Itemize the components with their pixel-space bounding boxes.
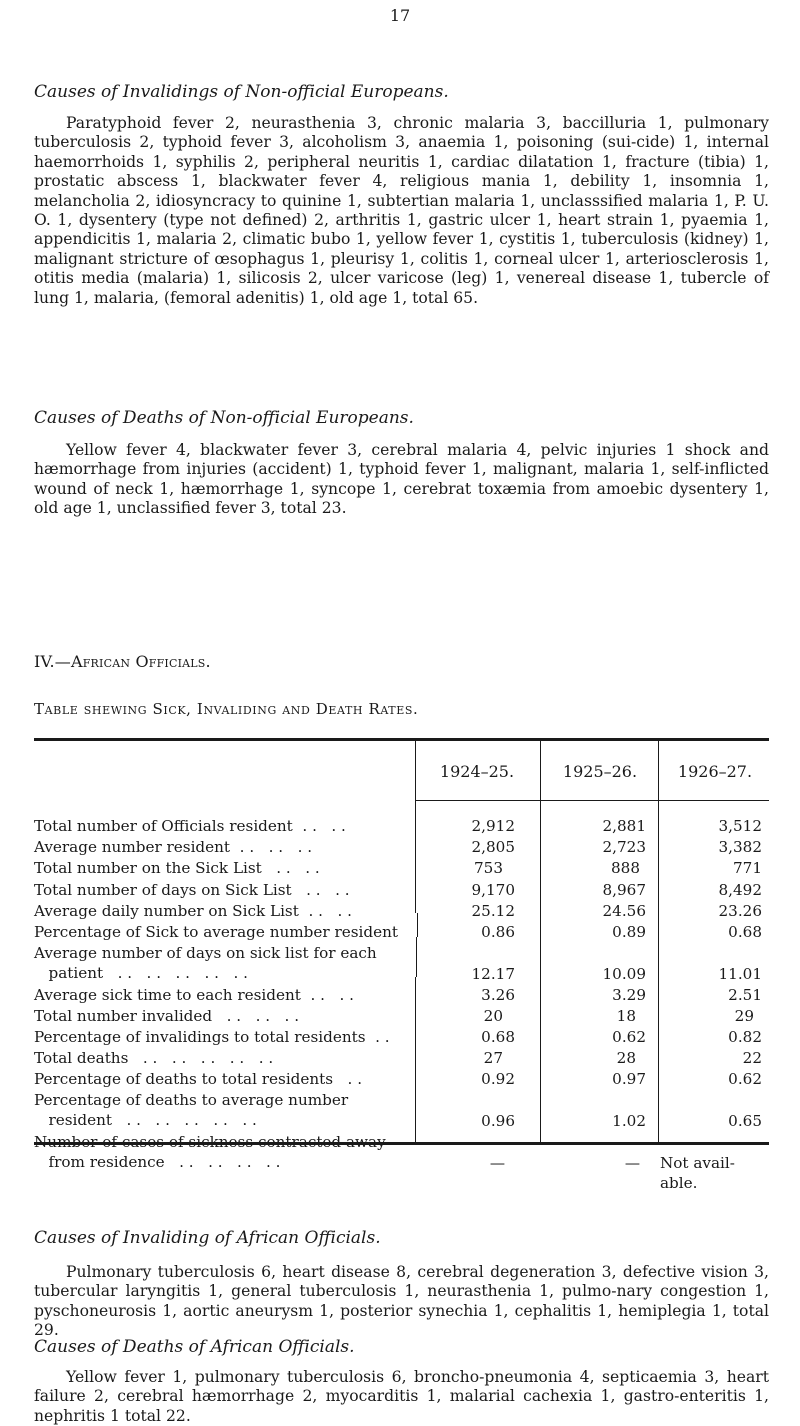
table-cell: 20 [483, 1007, 503, 1025]
part-heading: IV.—African Officials. [34, 652, 211, 671]
column-header-1925-26: 1925–26. [562, 762, 638, 781]
table-cell: 3.29 [612, 986, 646, 1004]
table-cell: 0.97 [612, 1070, 646, 1088]
table-header-divider-2 [540, 741, 541, 801]
table-cell: 0.86 [481, 923, 515, 941]
table-cell: 2,912 [471, 817, 515, 835]
deaths-europeans-text: Yellow fever 4, blackwater fever 3, cerebral malaria 4, pelvic injuries 1 shock and hæmorrhage from injuries (accident) 1, typhoid fever 1, malignant, malaria 1, self-inflicted wound of neck 1, hæmorrhage 1, syncope 1, cerebrat toxæmia from amoebic dysentery 1, old age 1, unclassified fever 3, total 23. [34, 441, 769, 518]
table-cell: 25.12 [471, 902, 515, 920]
deaths-african-text: Yellow fever 1, pulmonary tuberculosis 6, broncho-pneumonia 4, septicaemia 3, heart failure 2, cerebral hæmorrhage 2, myocarditis 1, malarial cachexia 1, gastro-enteritis 1, nephritis 1 total 22. [34, 1368, 769, 1425]
table-cell: 8,492 [718, 881, 762, 899]
table-cell: 3,512 [718, 817, 762, 835]
table-cell: 771 [733, 859, 762, 877]
table-body-divider-1c [416, 937, 417, 977]
table-cell: 3.26 [481, 986, 515, 1004]
table-body-divider-1b [417, 913, 418, 937]
table-cell: 29 [734, 1007, 754, 1025]
table-cell: 10.09 [602, 965, 646, 983]
row-label: Percentage of Sick to average number resident [34, 923, 398, 941]
table-cell: 18 [616, 1007, 636, 1025]
table-header-rule [416, 800, 769, 801]
table-cell: 22 [742, 1049, 762, 1067]
table-cell: Not avail- able. [660, 1154, 735, 1192]
table-body-divider-3 [658, 801, 659, 1142]
table-cell: 2.51 [728, 986, 762, 1004]
row-label: Total deaths . . . . . . . . . . [34, 1049, 274, 1067]
table-cell: 28 [616, 1049, 636, 1067]
table-cell: 8,967 [602, 881, 646, 899]
table-cell: 1.02 [612, 1112, 646, 1130]
row-label: Percentage of deaths to total residents . . [34, 1070, 363, 1088]
invalidings-europeans-heading: Causes of Invalidings of Non-official Europeans. [34, 82, 449, 102]
column-header-1926-27: 1926–27. [677, 762, 753, 781]
row-label: Percentage of deaths to average number resident . . . . . . . . . . [34, 1091, 349, 1129]
table-cell: 9,170 [471, 881, 515, 899]
table-cell: 0.92 [481, 1070, 515, 1088]
table-cell: — [624, 1154, 640, 1172]
row-label: Average daily number on Sick List . . . . [34, 902, 352, 920]
deaths-african-heading: Causes of Deaths of African Officials. [34, 1337, 355, 1357]
table-cell: — [489, 1154, 505, 1172]
table-cell: 11.01 [718, 965, 762, 983]
row-label: Average sick time to each resident . . . . [34, 986, 354, 1004]
row-label: Total number on the Sick List . . . . [34, 859, 320, 877]
table-cell: 2,805 [471, 838, 515, 856]
row-label: Percentage of invalidings to total residents . . [34, 1028, 390, 1046]
invaliding-african-heading: Causes of Invaliding of African Officials. [34, 1228, 381, 1248]
row-label: Average number of days on sick list for each patient . . . . . . . . . . [34, 944, 377, 982]
table-cell: 12.17 [471, 965, 515, 983]
table-cell: 0.65 [728, 1112, 762, 1130]
row-label: Number of cases of sickness contracted away from residence . . . . . . . . [34, 1133, 386, 1171]
table-cell: 0.68 [481, 1028, 515, 1046]
row-label: Total number invalided . . . . . . [34, 1007, 300, 1025]
table-cell: 0.82 [728, 1028, 762, 1046]
row-label: Total number of Officials resident . . . . [34, 817, 346, 835]
table-cell: 0.62 [612, 1028, 646, 1046]
table-cell: 23.26 [718, 902, 762, 920]
invalidings-europeans-text: Paratyphoid fever 2, neurasthenia 3, chronic malaria 3, baccilluria 1, pulmonary tuberculosis 2, typhoid fever 3, alcoholism 3, anaemia 1, poisoning (sui-cide) 1, internal haemorrhoids 1, syphilis 2, peripheral neuritis 1, cardiac dilatation 1, fracture (tibia) 1, prostatic abscess 1, blackwater fever 4, religious mania 1, debility 1, insomnia 1, melancholia 2, idiosyncracy to quinine 1, subtertian malaria 1, unclasssified malaria 1, P. U. O. 1, dysentery (type not defined) 2, arthritis 1, gastric ulcer 1, heart strain 1, pyaemia 1, appendicitis 1, malaria 2, climatic bubo 1, yellow fever 1, cystitis 1, tuberculosis (kidney) 1, malignant stricture of œsophagus 1, pleurisy 1, colitis 1, corneal ulcer 1, arteriosclerosis 1, otitis media (malaria) 1, silicosis 2, ulcer varicose (leg) 1, venereal disease 1, tubercle of lung 1, malaria, (femoral adenitis) 1, old age 1, total 65. [34, 114, 769, 307]
table-cell: 0.96 [481, 1112, 515, 1130]
table-title: Table shewing Sick, Invaliding and Death Rates. [34, 700, 419, 718]
table-body-divider-1a [415, 801, 416, 913]
page-number: 17 [389, 6, 411, 25]
row-label: Average number resident . . . . . . [34, 838, 313, 856]
table-cell: 2,881 [602, 817, 646, 835]
row-label: Total number of days on Sick List . . . . [34, 881, 350, 899]
table-body-divider-1d [415, 977, 416, 1142]
table-cell: 27 [483, 1049, 503, 1067]
column-header-1924-25: 1924–25. [439, 762, 515, 781]
invaliding-african-text: Pulmonary tuberculosis 6, heart disease 8, cerebral degeneration 3, defective vision 3, tubercular laryngitis 1, general tuberculosis 1, neurasthenia 1, pulmo-nary congestion 1, pyschoneurosis 1, aortic aneurysm 1, posterior synechia 1, cephalitis 1, hemiplegia 1, total 29. [34, 1263, 769, 1340]
table-cell: 0.62 [728, 1070, 762, 1088]
table-cell: 753 [474, 859, 503, 877]
table-cell: 3,382 [718, 838, 762, 856]
table-cell: 0.89 [612, 923, 646, 941]
table-cell: 24.56 [602, 902, 646, 920]
deaths-europeans-heading: Causes of Deaths of Non-official Europeans. [34, 408, 414, 428]
table-cell: 0.68 [728, 923, 762, 941]
table-body-divider-2 [540, 801, 541, 1142]
table-cell: 2,723 [602, 838, 646, 856]
table-header-divider-1 [415, 741, 416, 801]
table-cell: 888 [611, 859, 640, 877]
table-header-divider-3 [658, 741, 659, 801]
